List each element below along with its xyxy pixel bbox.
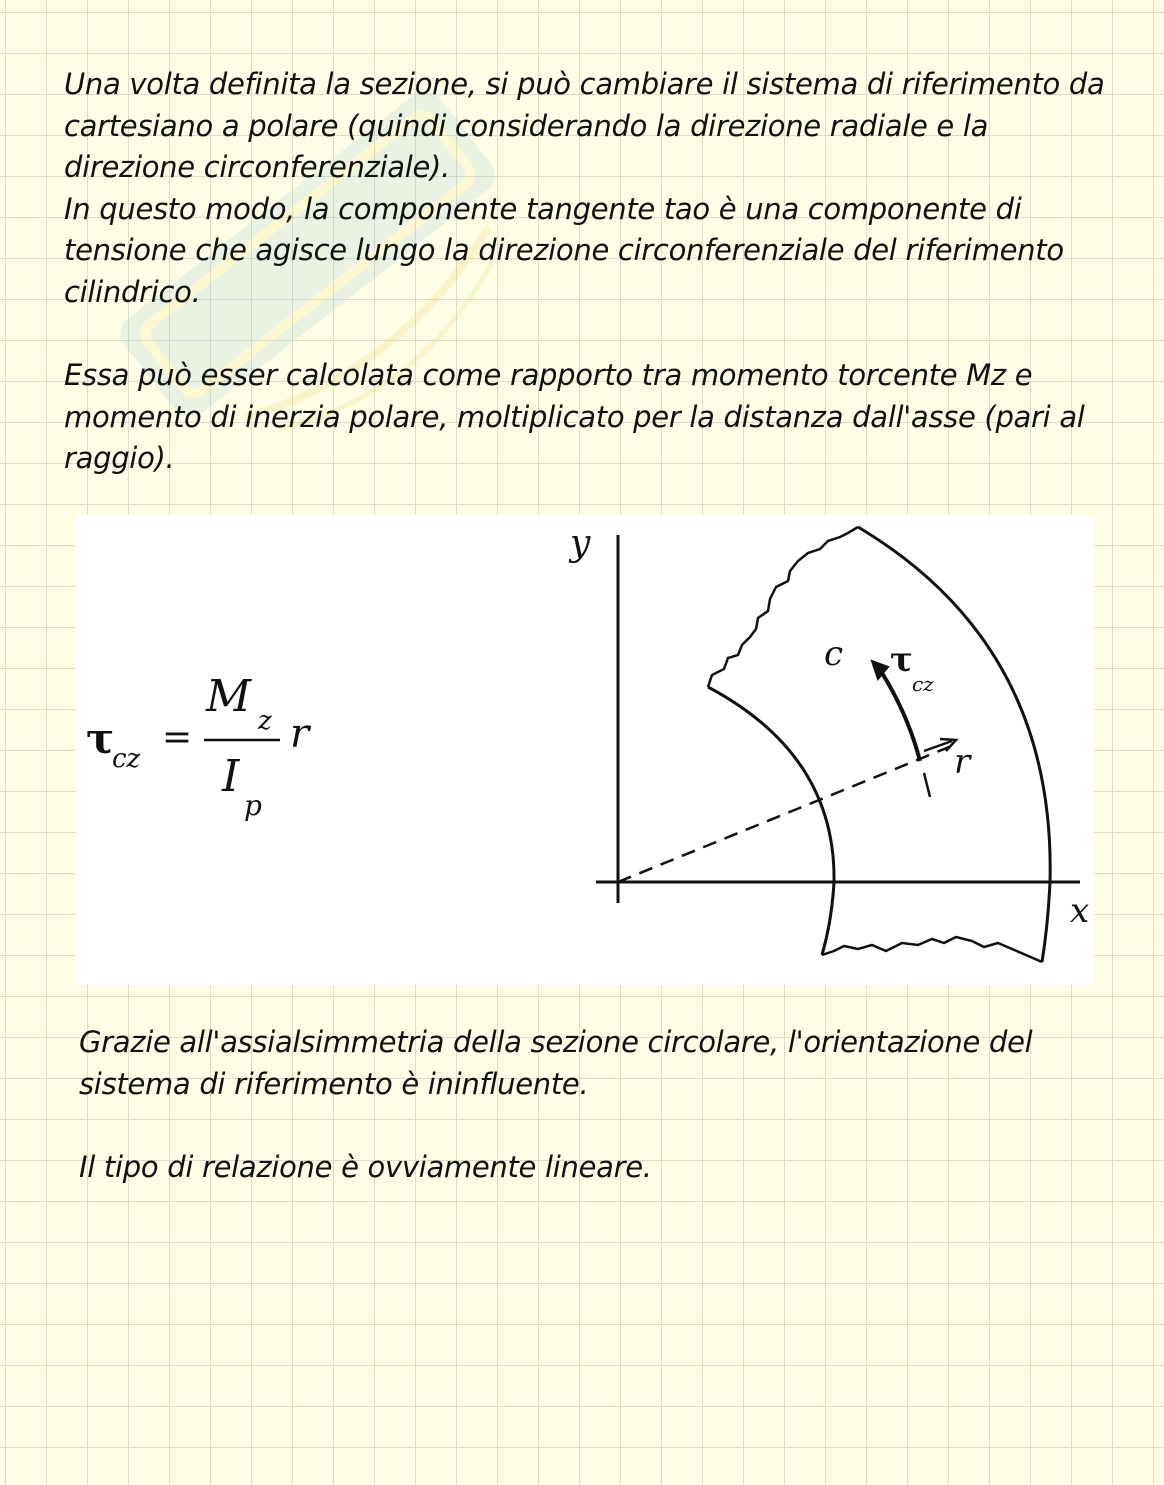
text-line: In questo modo, la componente tangente tao è una componente di	[64, 191, 1022, 226]
linear-relation-paragraph	[79, 1147, 652, 1189]
radius-dashed-line	[618, 745, 954, 882]
text-line: cilindrico.	[64, 274, 201, 309]
y-axis-label: y	[570, 523, 591, 564]
formula-explanation-paragraph	[64, 355, 1085, 480]
figure-panel	[76, 515, 1094, 985]
polar-section-diagram	[596, 527, 1080, 962]
radius-tick	[924, 773, 930, 797]
text-line: Essa può esser calcolata come rapporto tra momento torcente Mz e	[64, 358, 1033, 392]
axisymmetry-paragraph	[79, 1022, 1032, 1105]
text-line: Una volta definita la sezione, si può cambiare il sistema di riferimento da	[64, 67, 1105, 101]
formula-tau: τ	[86, 714, 115, 763]
x-axis-label: x	[1070, 891, 1090, 931]
tau-label: τ	[890, 640, 913, 680]
text-line: cartesiano a polare (quindi considerando la direzione radiale e la	[64, 108, 989, 143]
intro-paragraph	[64, 64, 1104, 313]
formula-equals: =	[162, 717, 193, 758]
formula-denominator: I	[222, 751, 240, 802]
torsion-formula	[86, 671, 312, 822]
point-c-label: c	[824, 634, 844, 674]
text-line: direzione circonferenziale).	[64, 150, 450, 184]
formula-multiplier: r	[290, 711, 310, 757]
text-line: tensione che agisce lungo la direzione circonferenziale del riferimento	[64, 233, 1064, 267]
figure-svg	[76, 515, 1094, 985]
text-line: Grazie all'assialsimmetria della sezione circolare, l'orientazione del	[79, 1025, 1033, 1059]
formula-numerator-subscript: z	[258, 706, 272, 736]
text-line: Il tipo di relazione è ovviamente lineare.	[79, 1150, 652, 1184]
text-line: momento di inerzia polare, moltiplicato per la distanza dall'asse (pari al	[64, 399, 1085, 434]
formula-tau-subscript: cz	[112, 744, 141, 774]
formula-numerator: M	[206, 671, 252, 722]
radius-label: r	[954, 742, 971, 782]
inner-arc	[708, 687, 834, 955]
jagged-bottom-edge	[822, 937, 1042, 962]
text-line: raggio).	[64, 441, 175, 475]
text-line: sistema di riferimento è ininfluente.	[79, 1066, 589, 1101]
formula-denominator-subscript: p	[244, 789, 262, 822]
tau-subscript-label: cz	[912, 672, 934, 696]
